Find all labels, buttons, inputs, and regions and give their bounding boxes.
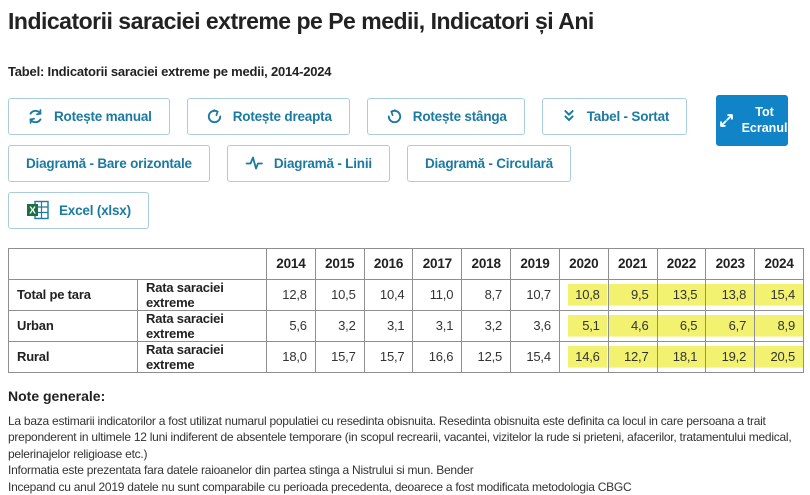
- rotate-manual-button[interactable]: [8, 98, 170, 135]
- value-cell: 9,5: [608, 279, 657, 310]
- row-indicator-label: Rata saraciei extreme: [138, 341, 267, 372]
- year-column-header: 2015: [315, 248, 364, 279]
- button-label: Rotește dreapta: [232, 108, 332, 124]
- year-column-header: 2014: [267, 248, 316, 279]
- notes-section: [8, 388, 802, 495]
- year-column-header: 2021: [608, 248, 657, 279]
- note-text: Informatia este prezentata fara datele raioanelor din partea stinga a Nistrului si mun. Bender: [8, 463, 474, 478]
- table-year-header-row: [9, 248, 804, 279]
- table-row: [9, 341, 804, 372]
- value-cell: 20,5: [755, 341, 804, 372]
- value-cell: 12,8: [267, 279, 316, 310]
- value-cell: 12,7: [608, 341, 657, 372]
- rotate-left-icon: [385, 107, 404, 126]
- line-pulse-icon: [245, 154, 265, 172]
- button-label: Diagramă - Circulară: [424, 155, 553, 171]
- data-table: [8, 248, 804, 373]
- toolbar-row-2: [8, 145, 802, 182]
- row-indicator-label: Rata saraciei extreme: [138, 310, 267, 341]
- notes-heading: Note generale:: [8, 387, 106, 404]
- table-row: [9, 310, 804, 341]
- value-cell: 3,1: [413, 310, 462, 341]
- value-cell: 3,2: [462, 310, 511, 341]
- value-cell: 3,1: [364, 310, 413, 341]
- value-cell: 15,4: [511, 341, 560, 372]
- value-cell: 15,7: [315, 341, 364, 372]
- table-sorted-button[interactable]: [542, 98, 687, 135]
- table-row: [9, 279, 804, 310]
- year-column-header: 2016: [364, 248, 413, 279]
- button-label: Tot Ecranul: [741, 104, 788, 135]
- fullscreen-button[interactable]: [716, 95, 788, 146]
- value-cell: 6,5: [657, 310, 706, 341]
- value-cell: 10,4: [364, 279, 413, 310]
- row-group-label: Urban: [9, 310, 138, 341]
- value-cell: 8,9: [755, 310, 804, 341]
- chart-pie-button[interactable]: [407, 145, 571, 182]
- value-cell: 6,7: [706, 310, 755, 341]
- value-cell: 5,1: [559, 310, 608, 341]
- button-label: Diagramă - Bare orizontale: [26, 155, 192, 171]
- page-title: Indicatorii saraciei extreme pe Pe medii, Indicatori și Ani: [8, 8, 594, 34]
- value-cell: 8,7: [462, 279, 511, 310]
- value-cell: 14,6: [559, 341, 608, 372]
- value-cell: 19,2: [706, 341, 755, 372]
- year-column-header: 2023: [706, 248, 755, 279]
- rotate-right-icon: [205, 107, 224, 126]
- table-body: [9, 279, 804, 372]
- value-cell: 18,0: [267, 341, 316, 372]
- expand-diagonal-icon: [717, 111, 736, 130]
- value-cell: 10,7: [511, 279, 560, 310]
- rotate-left-button[interactable]: [367, 98, 525, 135]
- value-cell: 15,7: [364, 341, 413, 372]
- note-text: La baza estimarii indicatorilor a fost utilizat numarul populatiei cu resedinta obisnuita. Resedinta obisnuita este definita ca locul in care persoana a trait preponderent in ultimele 12 luni indiferent de absentele temporare (in scopul recrearii, vacantei, vizitelor la rude si prieteni, afacerilor, tratamentului medical, pelerinajelor religioase etc.): [8, 413, 792, 461]
- double-chevron-down-icon: [560, 107, 578, 125]
- value-cell: 5,6: [267, 310, 316, 341]
- value-cell: 10,8: [559, 279, 608, 310]
- row-indicator-label: Rata saraciei extreme: [138, 279, 267, 310]
- excel-icon: [26, 200, 50, 220]
- toolbar-row-1: [8, 98, 802, 135]
- value-cell: 4,6: [608, 310, 657, 341]
- rotate-right-button[interactable]: [187, 98, 350, 135]
- table-subtitle: Tabel: Indicatorii saraciei extreme pe medii, 2014-2024: [8, 63, 332, 79]
- year-column-header: 2020: [559, 248, 608, 279]
- row-group-label: Total pe tara: [9, 279, 138, 310]
- rotate-both-icon: [26, 107, 45, 126]
- year-column-header: 2022: [657, 248, 706, 279]
- svg-text:X: X: [29, 205, 36, 217]
- value-cell: 3,6: [511, 310, 560, 341]
- table-header: [9, 248, 804, 279]
- button-label: Rotește manual: [54, 108, 152, 124]
- year-column-header: 2017: [413, 248, 462, 279]
- table-header-empty-cell: [9, 248, 267, 279]
- chart-lines-button[interactable]: [227, 145, 390, 182]
- value-cell: 18,1: [657, 341, 706, 372]
- value-cell: 10,5: [315, 279, 364, 310]
- button-label: Diagramă - Linii: [273, 155, 372, 171]
- year-column-header: 2019: [511, 248, 560, 279]
- row-group-label: Rural: [9, 341, 138, 372]
- value-cell: 15,4: [755, 279, 804, 310]
- value-cell: 3,2: [315, 310, 364, 341]
- excel-download-button[interactable]: [8, 192, 149, 229]
- value-cell: 13,5: [657, 279, 706, 310]
- value-cell: 16,6: [413, 341, 462, 372]
- button-label: Rotește stânga: [412, 108, 507, 124]
- year-column-header: 2024: [755, 248, 804, 279]
- value-cell: 11,0: [413, 279, 462, 310]
- value-cell: 12,5: [462, 341, 511, 372]
- button-label: Excel (xlsx): [59, 202, 131, 218]
- chart-horizontal-bars-button[interactable]: [8, 145, 210, 182]
- year-column-header: 2018: [462, 248, 511, 279]
- value-cell: 13,8: [706, 279, 755, 310]
- note-text: Incepand cu anul 2019 datele nu sunt comparabile cu perioada precedenta, deoarece a fost modificata metodologia CBGC: [8, 479, 632, 494]
- toolbar-row-3: [8, 192, 802, 229]
- button-label: Tabel - Sortat: [586, 108, 670, 124]
